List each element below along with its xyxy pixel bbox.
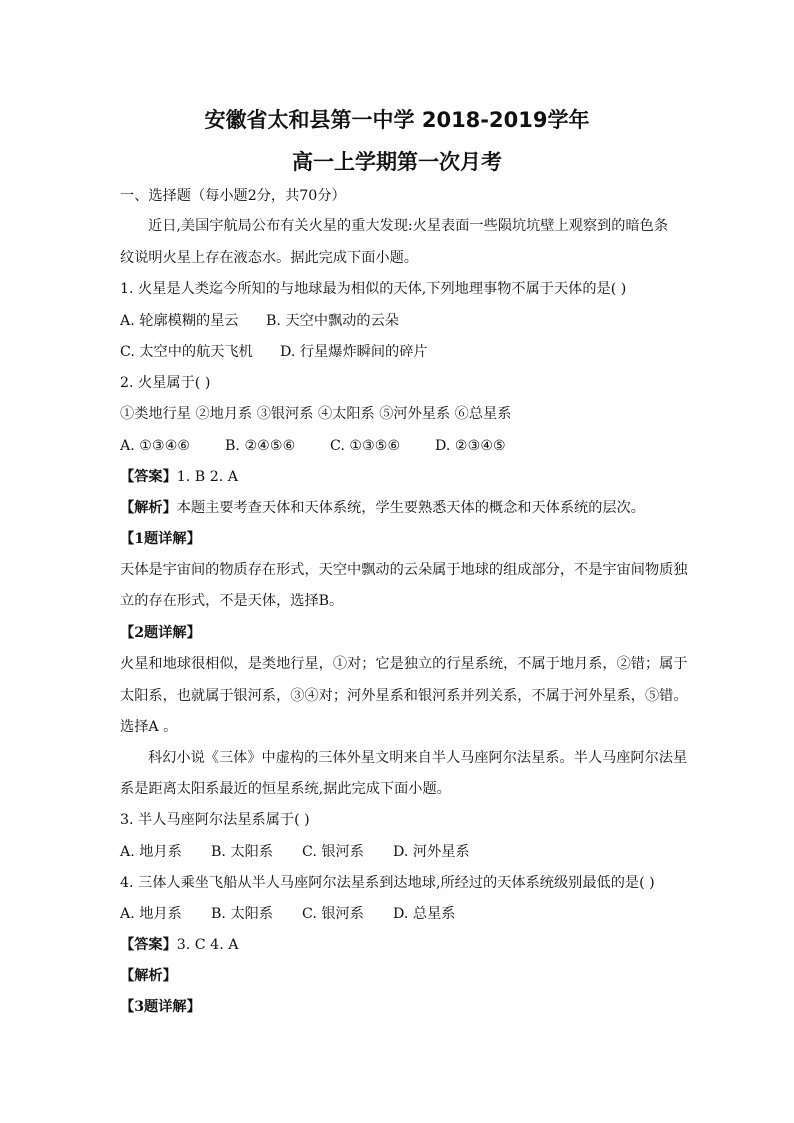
answer-label: 【答案】: [120, 469, 177, 485]
detail2-line2: 太阳系，也就属于银河系，③④对；河外星系和银河系并列关系，不属于河外星系，⑤错。: [120, 688, 688, 704]
question4-option-b: B. 太阳系: [211, 906, 274, 922]
question4-options: [120, 904, 455, 924]
answer-text: 1. B 2. A: [176, 469, 239, 485]
detail1-line2: 立的存在形式，不是天体，选择B。: [120, 593, 344, 609]
question2-stem: 2. 火星属于( ): [120, 375, 211, 391]
question1-options-row2: [120, 342, 428, 362]
analysis-text: 本题主要考查天体和天体系统，学生要熟悉天体的概念和天体系统的层次。: [176, 500, 645, 516]
question1-option-a: A. 轮廓模糊的星云: [120, 313, 239, 329]
passage1-line1: 近日,美国宇航局公布有关火星的重大发现:火星表面一些陨坑坑壁上观察到的暗色条: [148, 218, 669, 234]
detail2-line1: 火星和地球很相似，是类地行星，①对；它是独立的行星系统，不属于地月系，②错；属于: [120, 656, 688, 672]
detail2-label: 【2题详解】: [120, 625, 201, 641]
question3-options: [120, 842, 470, 862]
detail1-label: 【1题详解】: [120, 531, 201, 547]
question2-options: [120, 436, 506, 456]
analysis-block-1: [120, 498, 645, 518]
question1-option-b: B. 天空中飘动的云朵: [266, 313, 399, 329]
question3-option-d: D. 河外星系: [393, 844, 470, 860]
section-heading: 一、选择题（每小题2分，共70分）: [120, 188, 346, 204]
answer-text: 3. C 4. A: [176, 937, 239, 953]
question2-option-c: C. ①③⑤⑥: [330, 438, 401, 454]
analysis-label-2: 【解析】: [120, 968, 177, 984]
answer-label: 【答案】: [120, 937, 177, 953]
question3-option-b: B. 太阳系: [211, 844, 274, 860]
question4-option-d: D. 总星系: [393, 906, 456, 922]
question4-option-a: A. 地月系: [120, 906, 182, 922]
question2-option-b: B. ②④⑤⑥: [225, 438, 296, 454]
question3-option-c: C. 银河系: [302, 844, 364, 860]
question1-stem: 1. 火星是人类迄今所知的与地球最为相似的天体,下列地理事物不属于天体的是( ): [120, 281, 627, 297]
answer-block-2: [120, 935, 238, 955]
question4-option-c: C. 银河系: [302, 906, 364, 922]
question2-option-d: D. ②③④⑤: [435, 438, 506, 454]
question4-stem: 4. 三体人乘坐飞船从半人马座阿尔法星系到达地球,所经过的天体系统级别最低的是( ): [120, 875, 655, 891]
answer-block-1: [120, 467, 238, 487]
document-title-line1: 安徽省太和县第一中学 2018-2019学年: [204, 108, 590, 132]
detail3-label: 【3题详解】: [120, 999, 201, 1015]
question1-options-row1: [120, 311, 399, 331]
detail1-line1: 天体是宇宙间的物质存在形式，天空中飘动的云朵属于地球的组成部分，不是宇宙间物质独: [120, 562, 688, 578]
question1-option-c: C. 太空中的航天飞机: [120, 344, 253, 360]
detail2-line3: 选择A 。: [120, 719, 178, 735]
analysis-label: 【解析】: [120, 500, 177, 516]
question2-items: ①类地行星 ②地月系 ③银河系 ④太阳系 ⑤河外星系 ⑥总星系: [120, 406, 512, 422]
question2-option-a: A. ①③④⑥: [120, 438, 191, 454]
passage2-line1: 科幻小说《三体》中虚构的三体外星文明来自半人马座阿尔法星系。半人马座阿尔法星: [148, 750, 688, 766]
passage2-line2: 系是距离太阳系最近的恒星系统,据此完成下面小题。: [120, 781, 451, 797]
question3-option-a: A. 地月系: [120, 844, 182, 860]
passage1-line2: 纹说明火星上存在液态水。据此完成下面小题。: [120, 250, 418, 266]
document-title-line2: 高一上学期第一次月考: [292, 150, 502, 174]
question1-option-d: D. 行星爆炸瞬间的碎片: [280, 344, 428, 360]
question3-stem: 3. 半人马座阿尔法星系属于( ): [120, 812, 310, 828]
